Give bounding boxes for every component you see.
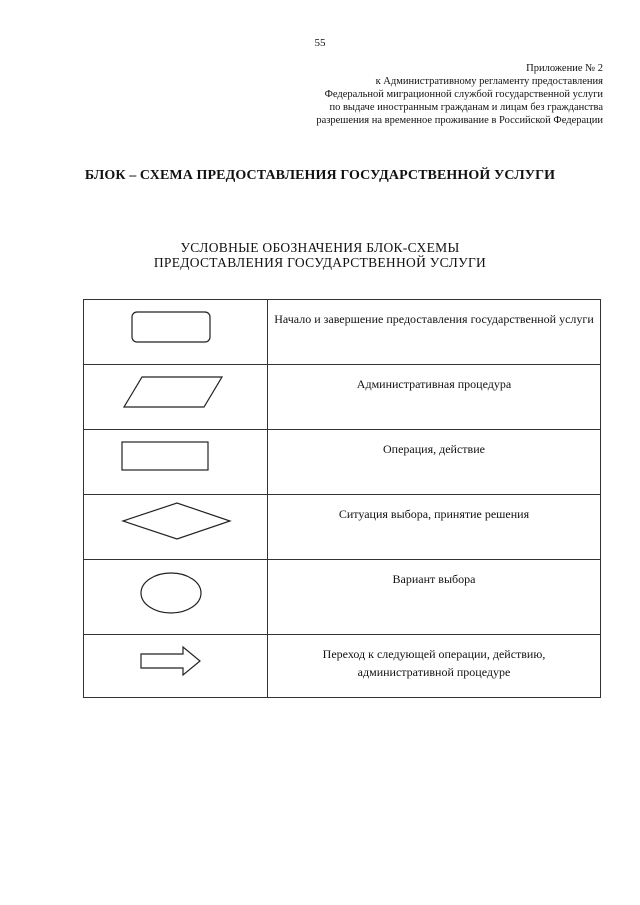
legend-row [84, 635, 601, 698]
symbol-cell [84, 495, 268, 560]
page-number: 55 [314, 37, 326, 49]
legend-description: Операция, действие [268, 430, 601, 495]
legend-description: Административная процедура [268, 365, 601, 430]
symbol-cell [84, 300, 268, 365]
legend-description: Начало и завершение предоставления государственной услуги [268, 300, 601, 365]
symbol-cell [84, 560, 268, 635]
annex-line: разрешения на временное проживание в Российской Федерации [316, 115, 603, 126]
symbol-cell [84, 430, 268, 495]
rectangle-symbol-icon [84, 430, 267, 494]
legend-table [83, 299, 601, 698]
ellipse-symbol-icon [84, 560, 267, 634]
legend-description: Ситуация выбора, принятие решения [268, 495, 601, 560]
legend-description: Переход к следующей операции, действию, административной процедуре [268, 635, 601, 698]
symbol-cell [84, 635, 268, 698]
legend-row [84, 300, 601, 365]
parallelogram-symbol-icon [84, 365, 267, 429]
rounded-rectangle-symbol-icon [84, 300, 267, 364]
annex-header [316, 62, 603, 127]
legend-title-line: ПРЕДОСТАВЛЕНИЯ ГОСУДАРСТВЕННОЙ УСЛУГИ [153, 255, 487, 270]
annex-line: Федеральной миграционной службой государственной услуги [324, 89, 603, 100]
annex-line: по выдаче иностранным гражданам и лицам без гражданства [329, 102, 603, 113]
legend-row [84, 495, 601, 560]
legend-title-line: УСЛОВНЫЕ ОБОЗНАЧЕНИЯ БЛОК-СХЕМЫ [180, 240, 460, 255]
legend-row [84, 365, 601, 430]
legend-row [84, 560, 601, 635]
annex-line: к Административному регламенту предоставления [375, 76, 603, 87]
symbol-cell [84, 365, 268, 430]
annex-line: Приложение № 2 [526, 63, 603, 74]
legend-description: Вариант выбора [268, 560, 601, 635]
arrow-symbol-icon [84, 635, 267, 697]
diamond-symbol-icon [84, 495, 267, 559]
legend-title [0, 240, 640, 270]
legend-row [84, 430, 601, 495]
document-title: БЛОК – СХЕМА ПРЕДОСТАВЛЕНИЯ ГОСУДАРСТВЕННОЙ УСЛУГИ [84, 168, 556, 183]
